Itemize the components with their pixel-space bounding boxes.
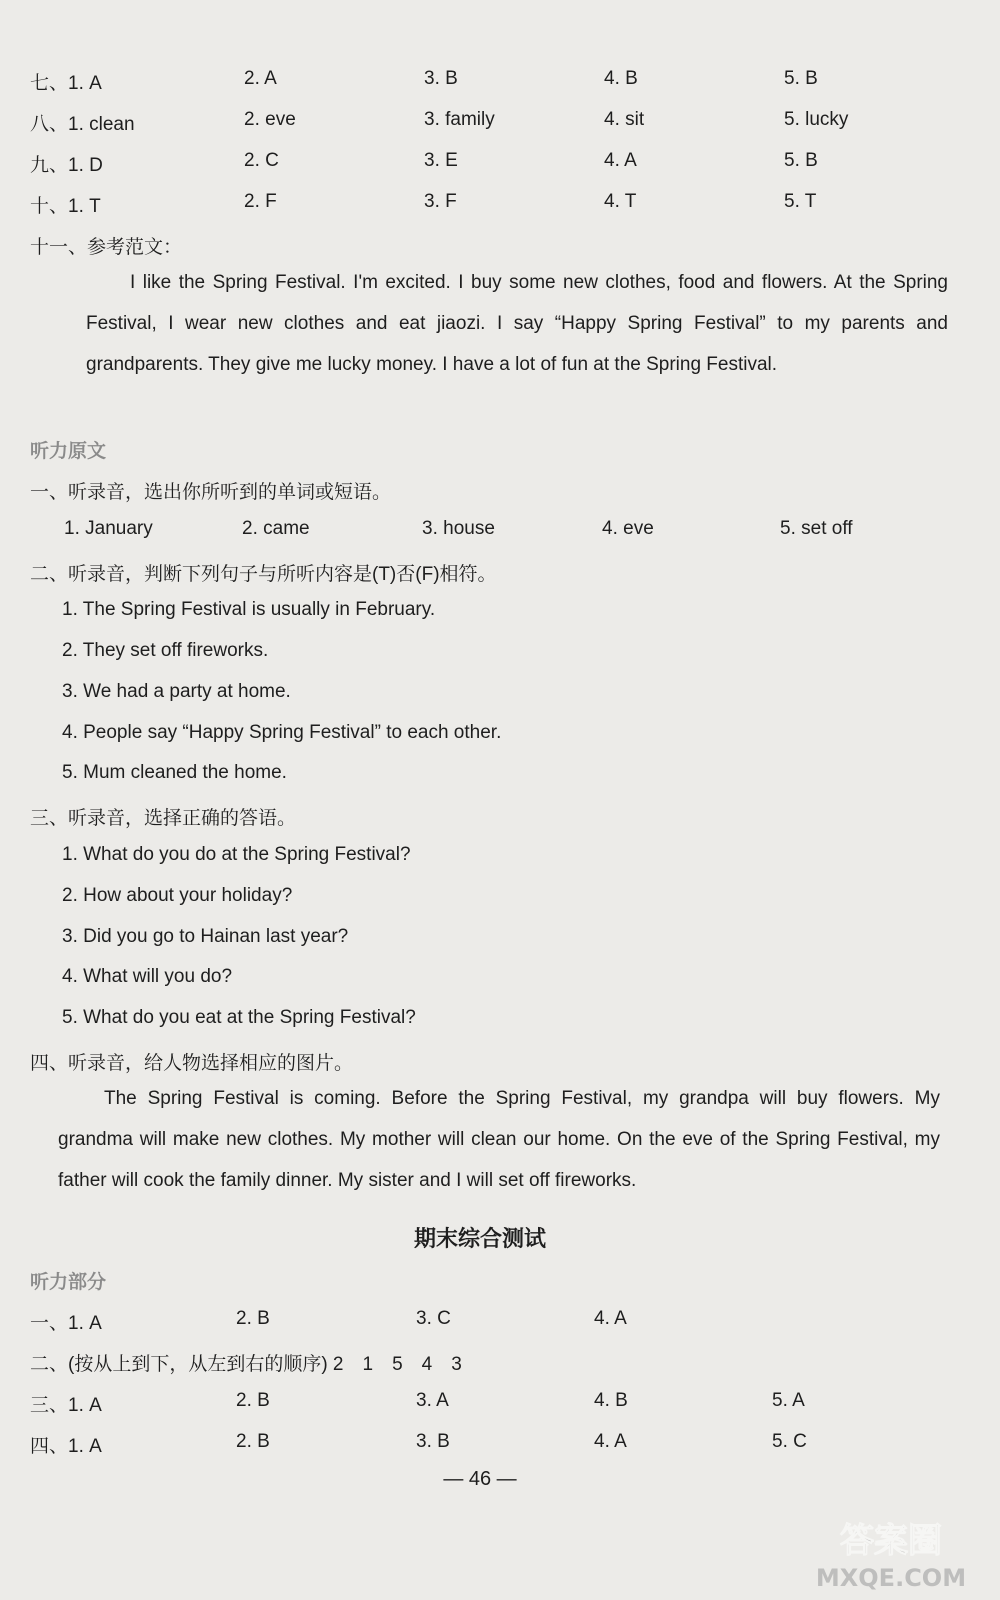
- final-answer-row-2: 二、(按从上到下，从左到右的顺序) 2 1 5 4 3: [30, 1354, 462, 1375]
- answer-label: 一、1. A: [30, 1313, 102, 1334]
- answer-item: 5. B: [784, 68, 818, 89]
- answer-item: 3. F: [424, 191, 457, 212]
- answer-label: 九、1. D: [30, 155, 103, 176]
- answer-row-9: [30, 150, 970, 180]
- q3-item: 1. What do you do at the Spring Festival?: [62, 844, 411, 865]
- answer-item: 5. lucky: [784, 109, 849, 130]
- answer-item: 3. C: [416, 1308, 451, 1329]
- watermark-logo: [806, 1512, 976, 1592]
- q3-item: 2. How about your holiday?: [62, 885, 293, 906]
- q4-text: The Spring Festival is coming. Before the Spring Festival, my grandpa will buy flowers. My grandma will make new clothes. My mother will clean our home. On the eve of the Spring Festival, my father will cook the family dinner. My sister and I will set off fireworks.: [58, 1088, 940, 1191]
- answer-item: 3. B: [416, 1431, 450, 1452]
- q3-item: 4. What will you do?: [62, 966, 233, 987]
- answer-item: 4. B: [594, 1390, 628, 1411]
- q1-item: 3. house: [422, 518, 495, 539]
- answer-item: 5. C: [772, 1431, 807, 1452]
- answer-item: 4. B: [604, 68, 638, 89]
- q1-item: 5. set off: [780, 518, 853, 539]
- answer-label: 七、1. A: [30, 73, 102, 94]
- answer-item: 5. A: [772, 1390, 805, 1411]
- final-answer-row-1: [30, 1308, 970, 1338]
- q3-item: 5. What do you eat at the Spring Festival?: [62, 1007, 416, 1028]
- q2-item: 5. Mum cleaned the home.: [62, 762, 287, 783]
- answer-row-7: [30, 68, 970, 98]
- answer-item: 4. T: [604, 191, 637, 212]
- svg-text:MXQE.COM: MXQE.COM: [815, 1564, 967, 1592]
- q2-item: 2. They set off fireworks.: [62, 640, 269, 661]
- answer-item: 3. A: [416, 1390, 449, 1411]
- q2-item: 4. People say “Happy Spring Festival” to each other.: [62, 722, 502, 743]
- answer-item: 3. B: [424, 68, 458, 89]
- q2-heading: 二、听录音，判断下列句子与所听内容是(T)否(F)相符。: [30, 564, 497, 585]
- q2-item: 1. The Spring Festival is usually in February.: [62, 599, 436, 620]
- answer-label: 八、1. clean: [30, 114, 135, 135]
- listening-text-label: 听力原文: [30, 441, 107, 462]
- answer-label: 十、1. T: [30, 196, 101, 217]
- answer-label: 四、1. A: [30, 1436, 102, 1457]
- page-number: — 46 —: [443, 1468, 517, 1490]
- answer-item: 4. sit: [604, 109, 645, 130]
- answer-item: 3. family: [424, 109, 495, 130]
- answer-item: 4. A: [604, 150, 637, 171]
- final-test-title: 期末综合测试: [413, 1226, 546, 1251]
- listening-part-label: 听力部分: [30, 1272, 107, 1293]
- answer-item: 5. T: [784, 191, 817, 212]
- q2-item: 3. We had a party at home.: [62, 681, 291, 702]
- final-answer-row-3: [30, 1390, 970, 1420]
- final-answer-row-4: [30, 1431, 970, 1461]
- q1-item: 4. eve: [602, 518, 654, 539]
- q1-item: 2. came: [242, 518, 310, 539]
- answer-item: 2. B: [236, 1390, 270, 1411]
- q3-heading: 三、听录音，选择正确的答语。: [30, 808, 297, 829]
- answer-row-10: [30, 191, 970, 221]
- q1-items: [64, 518, 1000, 548]
- answer-item: 2. F: [244, 191, 277, 212]
- q3-item: 3. Did you go to Hainan last year?: [62, 926, 349, 947]
- answer-row-8: [30, 109, 970, 139]
- answer-item: 2. B: [236, 1431, 270, 1452]
- answer-item: 2. eve: [244, 109, 296, 130]
- answer-label: 三、1. A: [30, 1395, 102, 1416]
- answer-item: 4. A: [594, 1431, 627, 1452]
- q1-heading: 一、听录音，选出你所听到的单词或短语。: [30, 482, 392, 503]
- answer-item: 2. B: [236, 1308, 270, 1329]
- answer-item: 2. A: [244, 68, 277, 89]
- essay-text: I like the Spring Festival. I'm excited. I buy some new clothes, food and flowers. At the Spring Festival, I wear new clothes and eat jiaozi. I say “Happy Spring Festival” to my parents and grandparents. They give me lucky money. I have a lot of fun at the Spring Festival.: [86, 272, 948, 375]
- essay-heading: 十一、参考范文：: [30, 237, 183, 258]
- answer-item: 2. C: [244, 150, 279, 171]
- q1-item: 1. January: [64, 518, 153, 539]
- answer-item: 3. E: [424, 150, 458, 171]
- answer-item: 4. A: [594, 1308, 627, 1329]
- svg-text:答案圈: 答案圈: [840, 1521, 942, 1561]
- answer-item: 5. B: [784, 150, 818, 171]
- q4-heading: 四、听录音，给人物选择相应的图片。: [30, 1053, 354, 1074]
